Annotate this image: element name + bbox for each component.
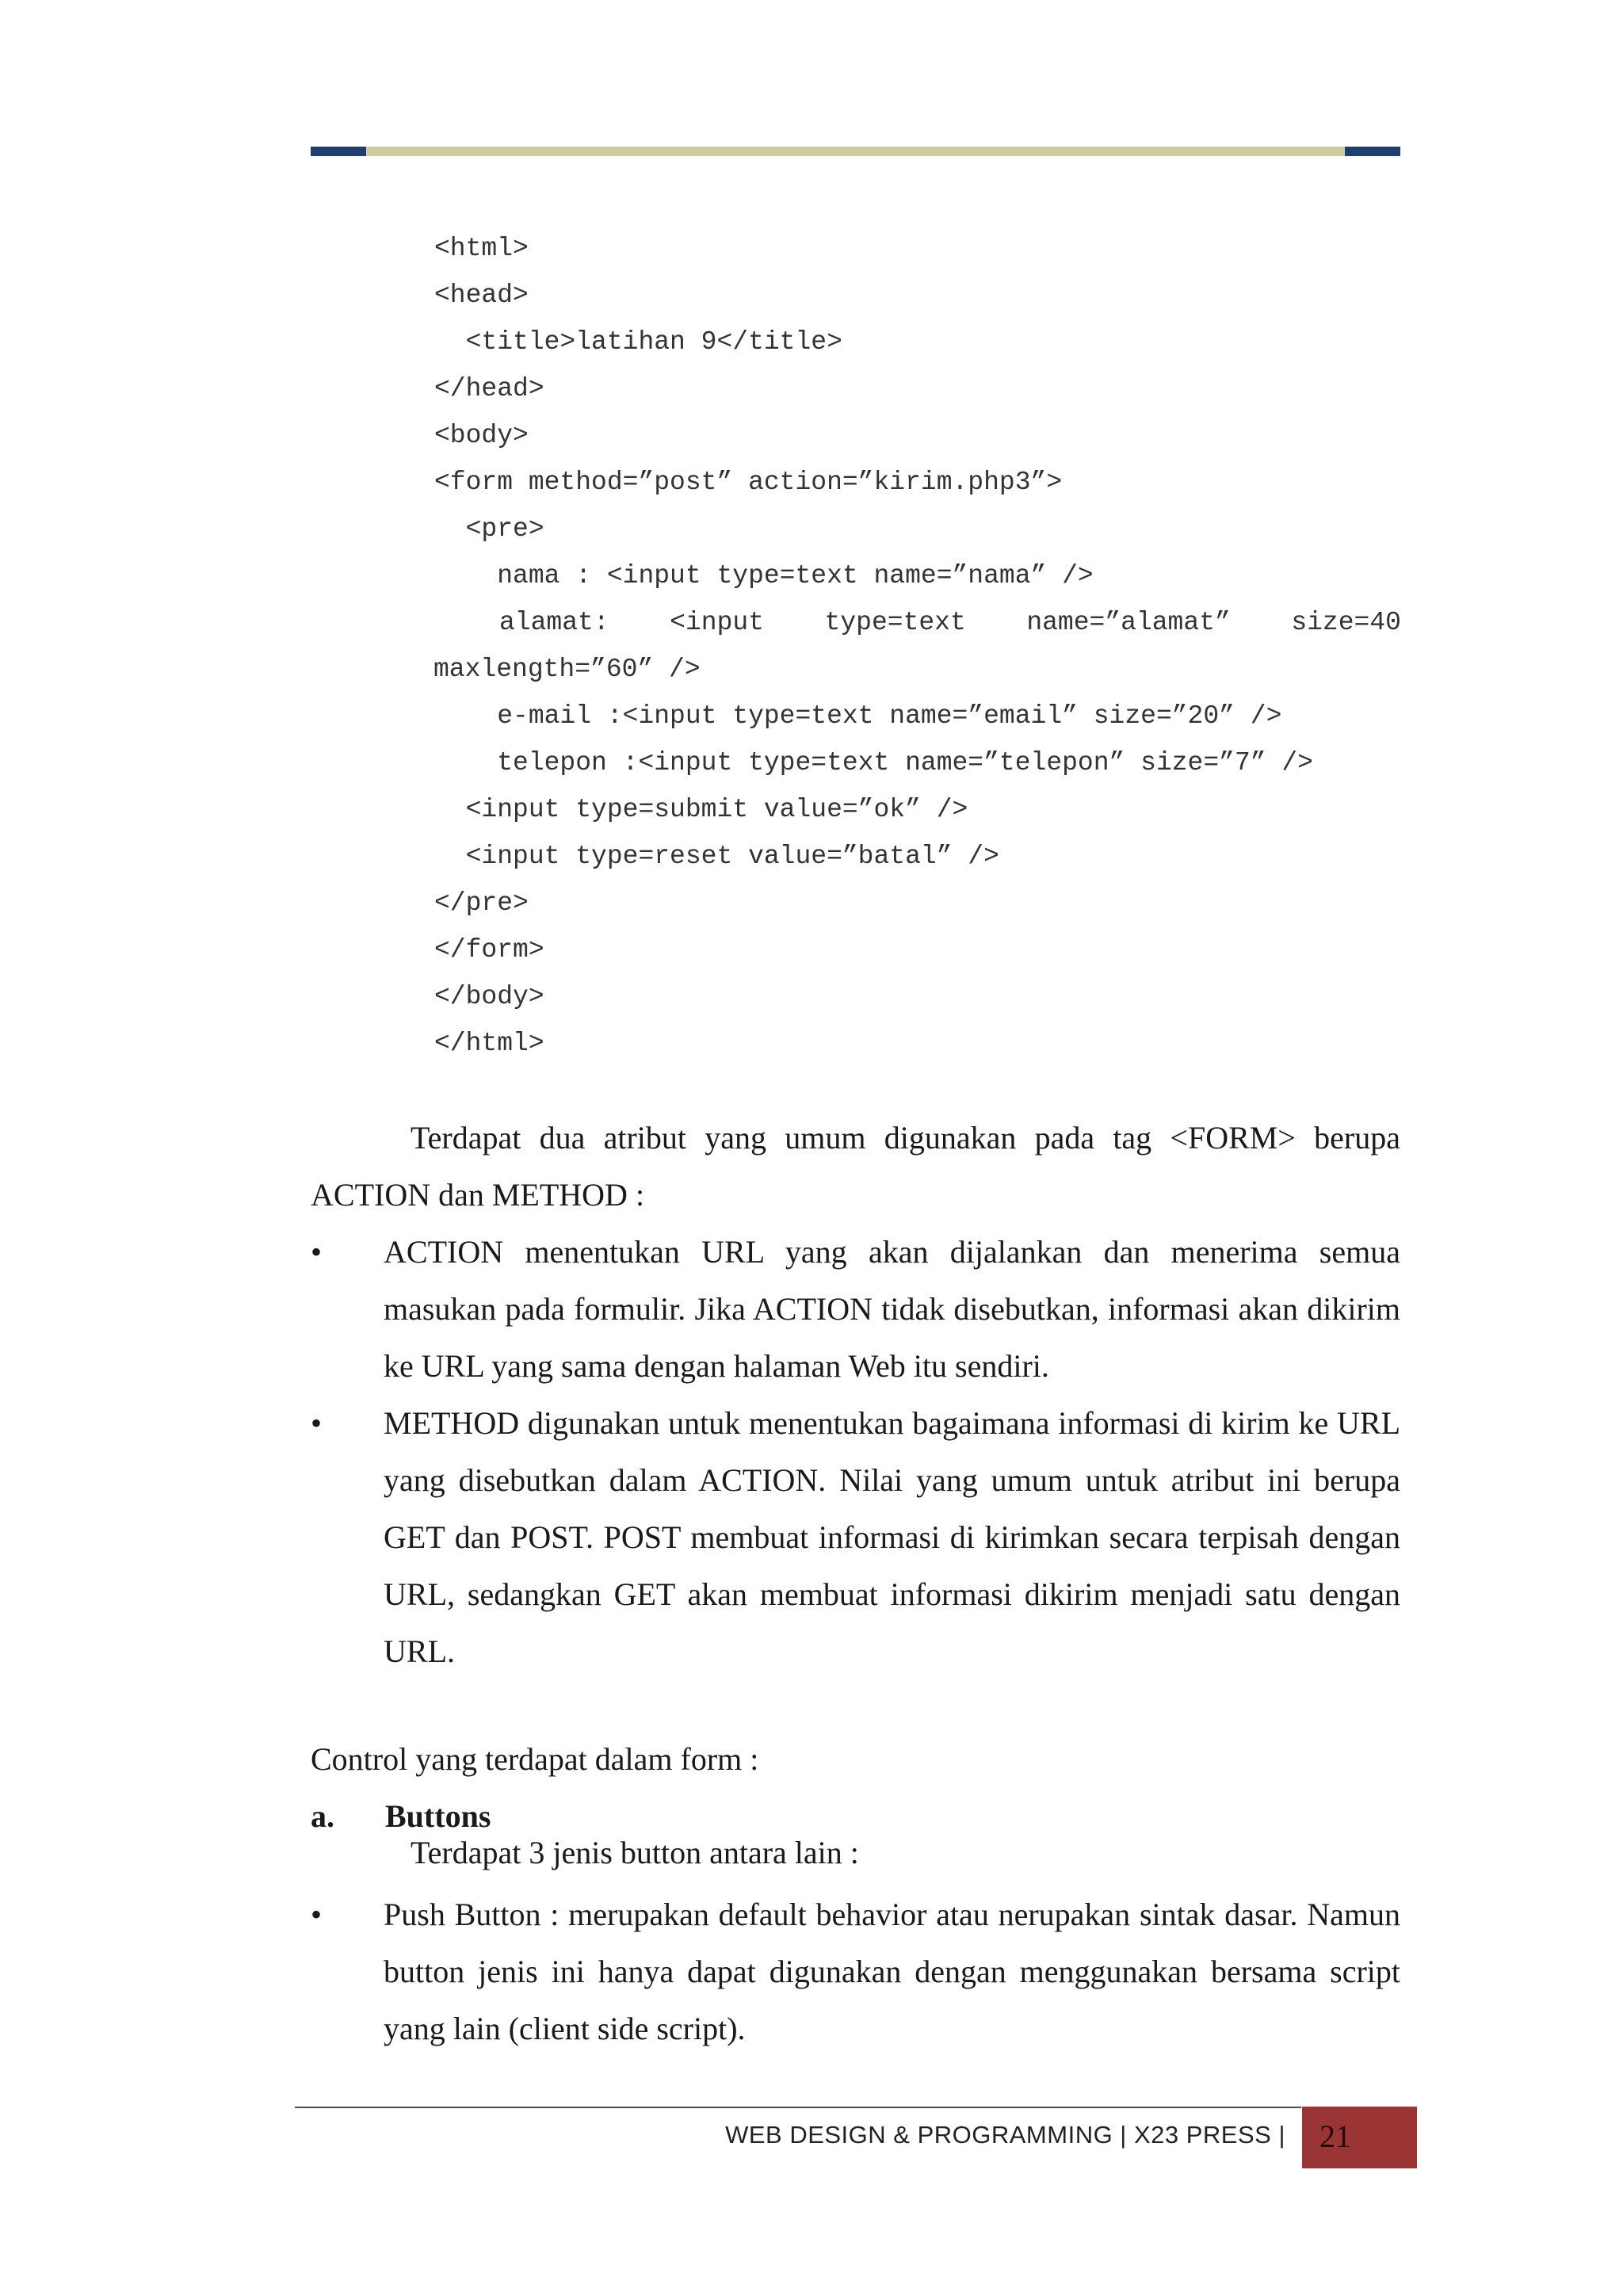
code-line: </head> <box>434 374 544 403</box>
controls-title: Control yang terdapat dalam form : <box>311 1741 759 1777</box>
code-listing <box>434 228 1401 1070</box>
code-line: </form> <box>434 935 544 965</box>
code-line: <input type=submit value=”ok” /> <box>434 795 968 824</box>
code-line: <body> <box>434 421 529 450</box>
code-line: e-mail :<input type=text name=”email” size=”20” /> <box>434 701 1282 731</box>
intro-paragraph <box>311 1110 1400 1224</box>
code-line: <input type=reset value=”batal” /> <box>434 842 999 871</box>
footer-rule <box>295 2107 1301 2108</box>
list-item-text: ACTION menentukan URL yang akan dijalankan dan menerima semua masukan pada formulir. Jika ACTION tidak disebutkan, informasi akan dikirim ke URL yang sama dengan halaman Web itu sendiri. <box>384 1234 1400 1384</box>
header-rule <box>311 147 1400 156</box>
code-line: <title>latihan 9</title> <box>434 327 842 357</box>
code-line: telepon :<input type=text name=”telepon” size=”7” /> <box>434 748 1313 777</box>
code-token: size=40 <box>1291 608 1401 637</box>
header-rule-right-cap <box>1345 147 1400 156</box>
bullet-icon: • <box>311 1897 323 1932</box>
code-token: alamat: <box>499 608 609 637</box>
bullet-icon: • <box>311 1405 323 1441</box>
code-line-justified <box>434 602 1401 649</box>
list-item <box>311 1224 1400 1395</box>
bullet-icon: • <box>311 1234 323 1270</box>
page-number: 21 <box>1319 2118 1351 2154</box>
code-token: name=”alamat” <box>1026 608 1231 637</box>
list-item-text: Push Button : merupakan default behavior atau nerupakan sintak dasar. Namun button jenis ini hanya dapat digunakan dengan menggunakan bersama script yang lain (client side script). <box>384 1897 1400 2046</box>
code-line: <html> <box>434 234 529 263</box>
footer-title: WEB DESIGN & PROGRAMMING | X23 PRESS | <box>725 2121 1285 2149</box>
intro-line-2: ACTION dan METHOD : <box>311 1177 645 1213</box>
code-line: <pre> <box>434 514 544 544</box>
section-subtitle: Terdapat 3 jenis button antara lain : <box>411 1835 859 1870</box>
page-number-box <box>1302 2107 1417 2168</box>
code-line: </pre> <box>434 888 529 918</box>
code-line: <head> <box>434 281 529 310</box>
code-line: nama : <input type=text name=”nama” /> <box>434 561 1094 590</box>
code-line: maxlength=”60” /> <box>433 655 701 684</box>
code-line: <form method=”post” action=”kirim.php3”> <box>434 468 1063 497</box>
header-rule-left-cap <box>311 147 366 156</box>
code-line: </html> <box>434 1029 544 1058</box>
code-token: type=text <box>824 608 966 637</box>
section-heading <box>311 1797 491 1836</box>
section-marker: a. <box>311 1798 334 1834</box>
code-token: <input <box>670 608 764 637</box>
list-item <box>311 1886 1400 2057</box>
section-title: Buttons <box>385 1798 491 1834</box>
intro-line-1: Terdapat dua atribut yang umum digunakan pada tag <FORM> berupa <box>411 1120 1400 1156</box>
code-line: </body> <box>434 982 544 1011</box>
list-item-text: METHOD digunakan untuk menentukan bagaimana informasi di kirim ke URL yang disebutkan dalam ACTION. Nilai yang umum untuk atribut ini berupa GET dan POST. POST membuat informasi di kirimkan secara terpisah dengan URL, sedangkan GET akan membuat informasi dikirim menjadi satu dengan URL. <box>384 1405 1400 1669</box>
list-item <box>311 1395 1400 1680</box>
